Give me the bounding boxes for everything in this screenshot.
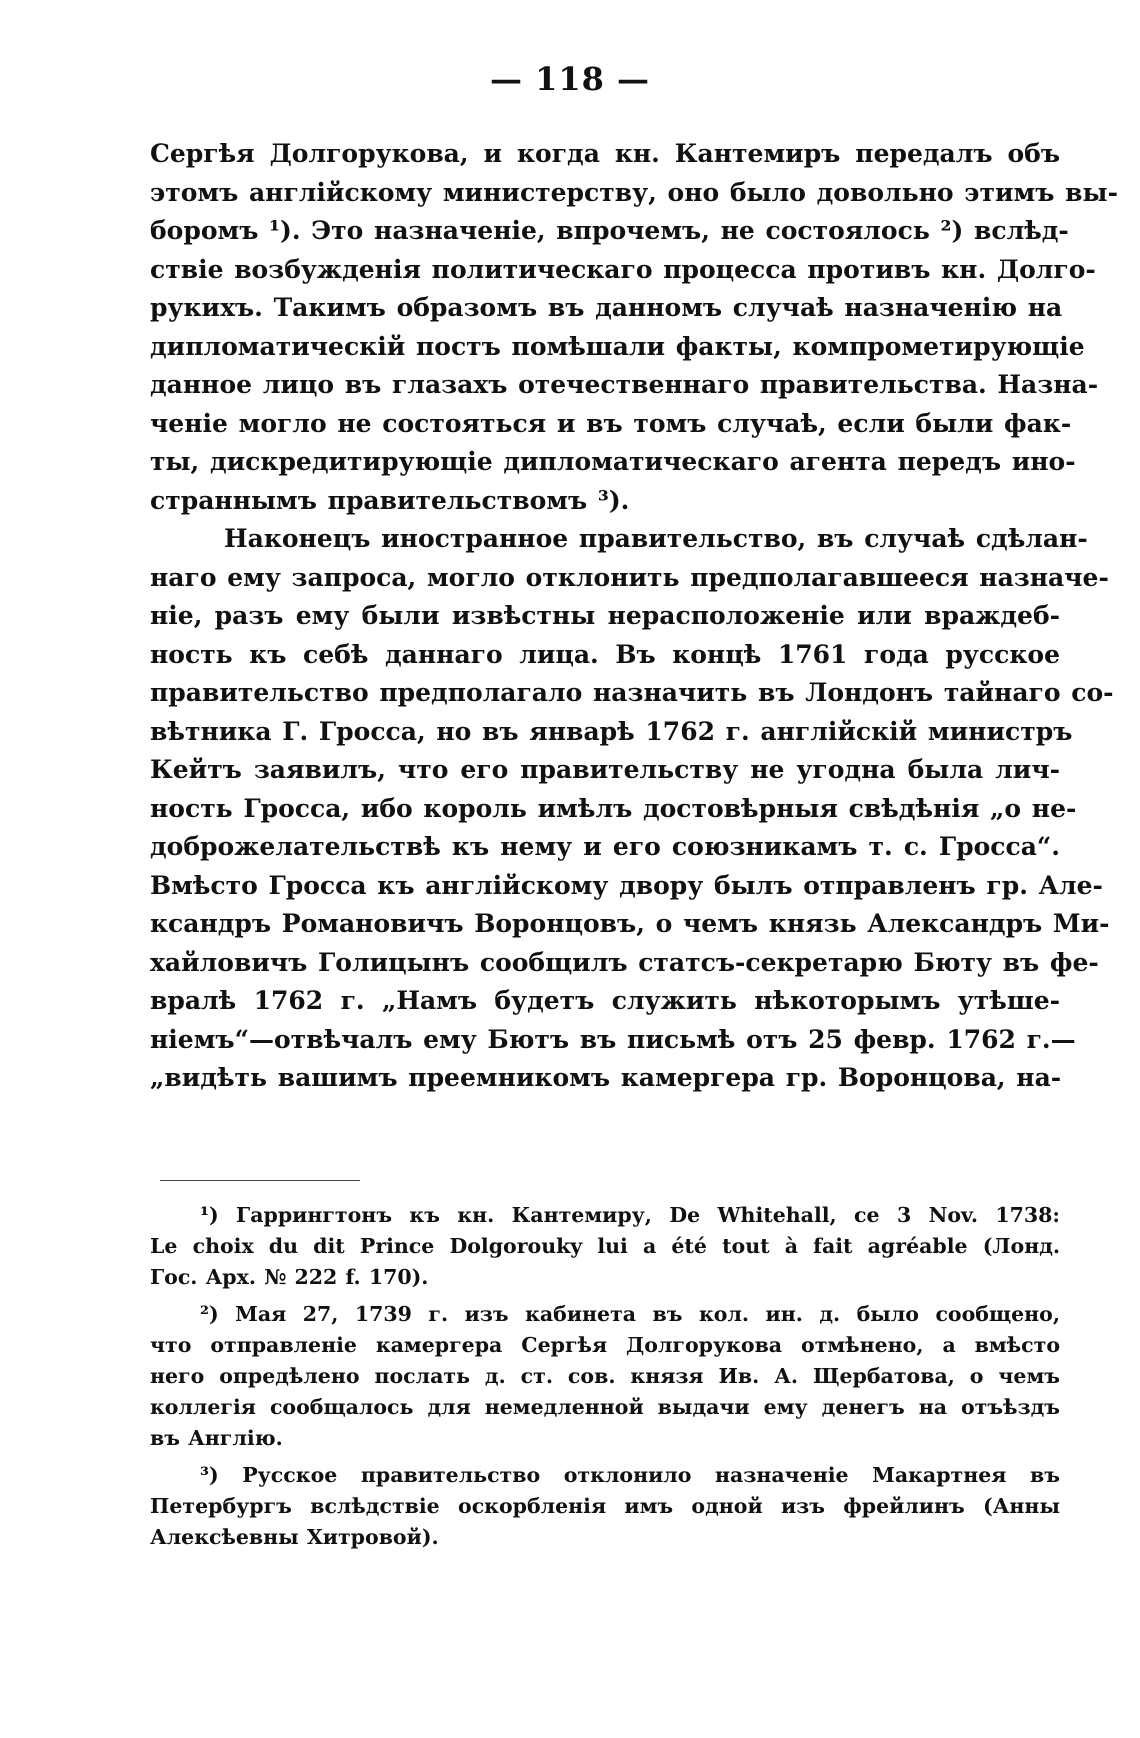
footnotes: [150, 1200, 1060, 1553]
text-line: ность Гросса, ибо король имѣлъ достовѣрныя свѣдѣнія „о не-: [150, 793, 1077, 823]
text-line: ченіе могло не состояться и въ томъ случаѣ, если были фак-: [150, 408, 1072, 438]
footnote-1-line: Гос. Арх. № 222 f. 170).: [150, 1265, 429, 1289]
text-line: „видѣть вашимъ преемникомъ камергера гр. Воронцова, на-: [150, 1063, 1062, 1092]
footnote-divider: [160, 1180, 360, 1181]
text-line: ты, дискредитирующіе дипломатическаго агента передъ ино-: [150, 447, 1076, 476]
text-line: ніе, разъ ему были извѣстны нерасположеніе или враждеб-: [150, 601, 1060, 630]
footnote-2-line: въ Англію.: [150, 1426, 283, 1450]
text-line: вѣтника Г. Гросса, но въ январѣ 1762 г. англійскій министръ: [150, 716, 1073, 746]
footnote-2-line: коллегія сообщалось для немедленной выдачи ему денегъ на отъѣздъ: [150, 1395, 1060, 1419]
footnote-1-line: ¹) Гаррингтонъ къ кн. Кантемиру, De Whitehall, ce 3 Nov. 1738:: [200, 1203, 1060, 1227]
text-line: хайловичъ Голицынъ сообщилъ статсъ-секретарю Бюту въ фе-: [150, 947, 1099, 977]
text-line: правительство предполагало назначить въ Лондонъ тайнаго со-: [150, 678, 1114, 707]
text-line: страннымъ правительствомъ ³).: [150, 485, 630, 515]
text-line: ксандръ Романовичъ Воронцовъ, о чемъ князь Александръ Ми-: [150, 909, 1110, 938]
text-line: этомъ англійскому министерству, оно было довольно этимъ вы-: [150, 177, 1118, 207]
text-line: данное лицо въ глазахъ отечественнаго правительства. Назна-: [150, 370, 1099, 399]
text-line: Вмѣсто Гросса къ англійскому двору былъ отправленъ гр. Але-: [150, 870, 1103, 900]
main-text: [150, 135, 1118, 1098]
footnote-3-line: Петербургъ вслѣдствіе оскорбленія имъ одной изъ фрейлинъ (Анны: [150, 1494, 1060, 1518]
text-line: Кейтъ заявилъ, что его правительству не угодна была лич-: [150, 755, 1060, 784]
text-line: вралѣ 1762 г. „Намъ будетъ служить нѣкоторымъ утѣше-: [150, 986, 1060, 1015]
text-line: наго ему запроса, могло отклонить предполагавшееся назначе-: [150, 562, 1109, 592]
text-line: рукихъ. Такимъ образомъ въ данномъ случаѣ назначенію на: [150, 293, 1063, 322]
text-line: ніемъ“—отвѣчалъ ему Бютъ въ письмѣ отъ 25 февр. 1762 г.—: [150, 1024, 1076, 1054]
text-line: ность къ себѣ даннаго лица. Въ концѣ 1761 года русское: [150, 639, 1060, 669]
footnote-3-line: ³) Русское правительство отклонило назначеніе Макартнея въ: [200, 1463, 1060, 1487]
text-line: боромъ ¹). Это назначеніе, впрочемъ, не состоялось ²) вслѣд-: [150, 216, 1069, 245]
footnote-1-line: Le choix du dit Prince Dolgorouky lui a été tout à fait agréable (Лонд.: [150, 1234, 1060, 1258]
text-line: ствіе возбужденія политическаго процесса противъ кн. Долго-: [150, 254, 1096, 284]
footnote-2-line: что отправленіе камергера Сергѣя Долгорукова отмѣнено, а вмѣсто: [150, 1333, 1060, 1357]
footnote-2-line: него опредѣлено послать д. ст. сов. князя Ив. А. Щербатова, о чемъ: [150, 1364, 1060, 1388]
footnote-3-line: Алексѣевны Хитровой).: [150, 1525, 439, 1549]
text-line: дипломатическій постъ помѣшали факты, компрометирующіе: [150, 331, 1085, 361]
text-line: доброжелательствѣ къ нему и его союзникамъ т. с. Гросса“.: [150, 832, 1060, 861]
footnote-2-line: ²) Мая 27, 1739 г. изъ кабинета въ кол. ин. д. было сообщено,: [200, 1302, 1060, 1326]
text-line: Наконецъ иностранное правительство, въ случаѣ сдѣлан-: [224, 524, 1088, 553]
text-line: Сергѣя Долгорукова, и когда кн. Кантемиръ передалъ объ: [150, 139, 1060, 168]
page-number: — 118 —: [489, 60, 651, 98]
